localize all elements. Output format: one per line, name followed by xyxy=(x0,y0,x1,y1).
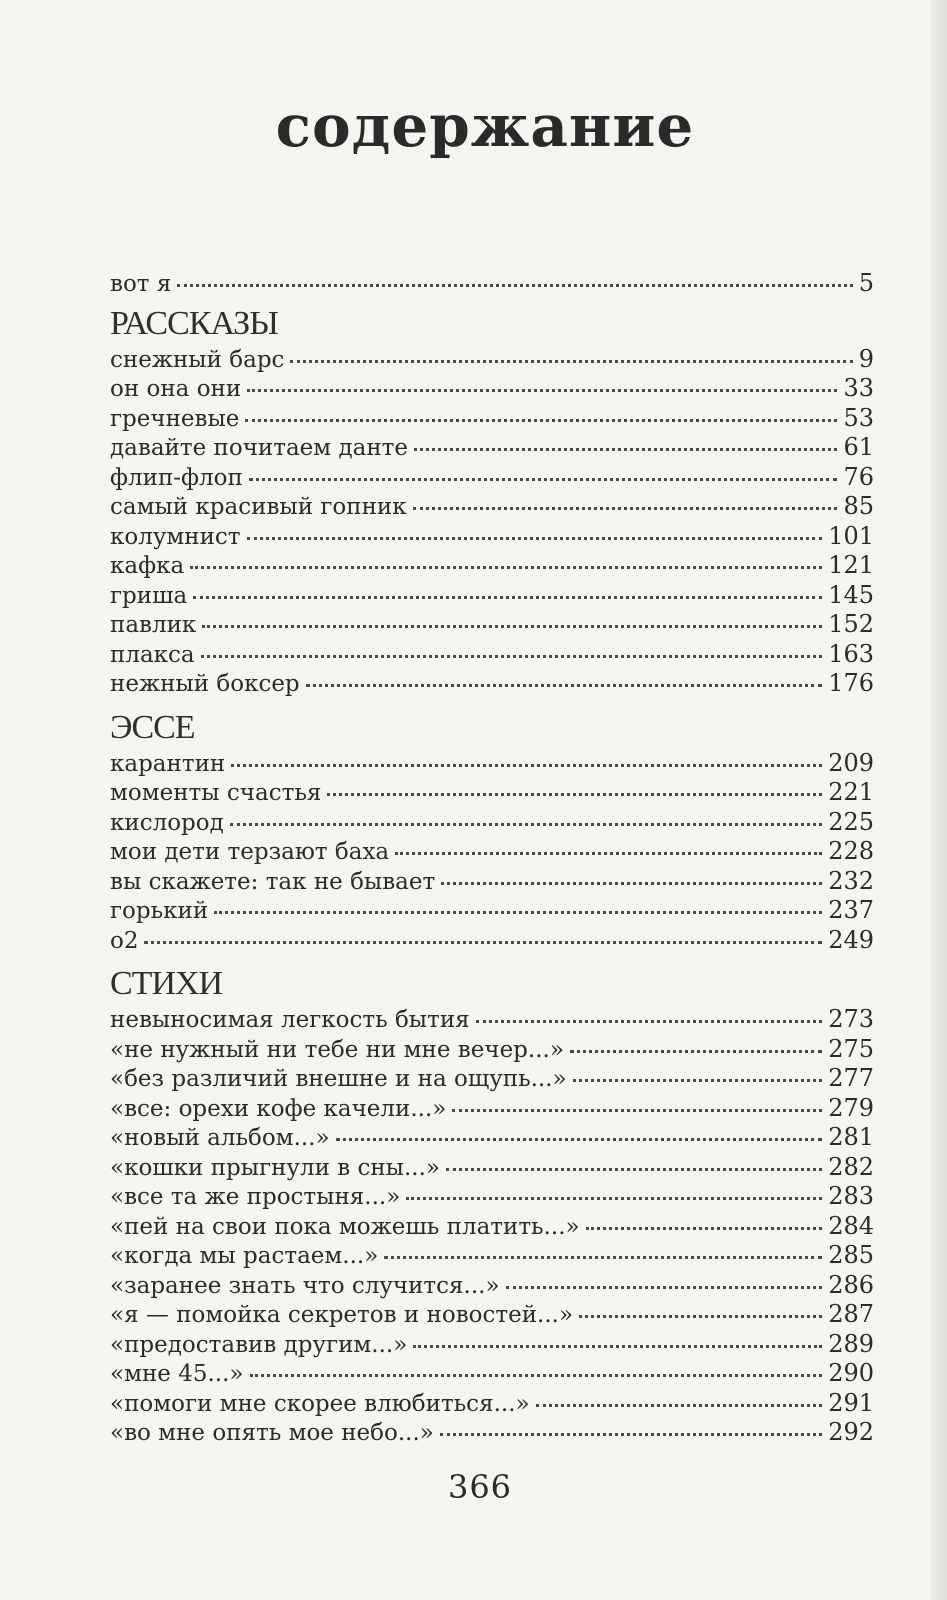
toc-entry-title: павлик xyxy=(110,612,197,638)
toc-entry[interactable] xyxy=(110,463,874,493)
toc-entry-title: флип-флоп xyxy=(110,464,243,491)
dot-leader xyxy=(249,478,838,481)
toc-entry-title: «заранее знать что случится...» xyxy=(110,1272,500,1299)
toc-entry-title: плакса xyxy=(110,641,195,668)
toc-entry-page: 282 xyxy=(828,1152,874,1181)
toc-entry[interactable] xyxy=(110,808,874,838)
dot-leader xyxy=(201,655,823,658)
toc-entry-title: «я — помойка секретов и новостей...» xyxy=(110,1302,574,1328)
dot-leader xyxy=(177,284,852,287)
toc-entry[interactable] xyxy=(110,374,874,404)
page-edge xyxy=(931,0,947,1600)
toc-entry-title: невыносимая легкость бытия xyxy=(110,1007,470,1033)
toc-entry-title: колумнист xyxy=(110,523,241,550)
toc-entry[interactable] xyxy=(110,610,874,640)
toc-entry-title: моменты счастья xyxy=(110,780,322,806)
dot-leader xyxy=(144,941,822,944)
toc-entry-page: 289 xyxy=(828,1329,874,1358)
dot-leader xyxy=(573,1079,823,1082)
toc-entry[interactable] xyxy=(110,1064,874,1094)
toc-entry-title: «пей на свои пока можешь платить...» xyxy=(110,1213,580,1240)
toc-entry[interactable] xyxy=(110,1241,874,1271)
section-heading: СТИХИ xyxy=(110,965,223,1002)
toc-entry[interactable] xyxy=(110,1123,874,1153)
toc-entry[interactable] xyxy=(110,896,874,926)
page-title: содержание xyxy=(275,92,695,160)
toc-entry[interactable] xyxy=(110,926,874,956)
toc-entry-title: «все: орехи кофе качели...» xyxy=(110,1095,447,1122)
toc-entry-title: «без различий внешне и на ощупь...» xyxy=(110,1066,567,1092)
toc-entry[interactable] xyxy=(110,837,874,867)
toc-entry[interactable] xyxy=(110,1389,874,1419)
toc-entry-title: «не нужный ни тебе ни мне вечер...» xyxy=(110,1036,564,1063)
toc-entry-page: 101 xyxy=(828,521,874,550)
toc-entry-title: «новый альбом...» xyxy=(110,1125,330,1151)
toc-entry-page: 249 xyxy=(828,925,874,954)
toc-entry-title: «когда мы растаем...» xyxy=(110,1243,379,1269)
toc-entry[interactable] xyxy=(110,867,874,897)
toc-entry[interactable] xyxy=(110,1153,874,1183)
toc-entry[interactable] xyxy=(110,1271,874,1301)
toc-entry-title: гриша xyxy=(110,582,188,609)
toc-entry-title: кислород xyxy=(110,809,224,836)
dot-leader xyxy=(306,684,823,687)
section-heading: РАССКАЗЫ xyxy=(110,304,278,342)
toc-entry-page: 286 xyxy=(828,1270,874,1299)
toc-entry[interactable] xyxy=(110,749,874,779)
toc-entry[interactable] xyxy=(110,522,874,552)
toc-entry-page: 152 xyxy=(828,610,874,638)
toc-entry-page: 121 xyxy=(828,551,874,579)
toc-entry-title: карантин xyxy=(110,750,226,777)
toc-entry[interactable] xyxy=(110,1212,874,1242)
section-heading: ЭССЕ xyxy=(110,708,195,746)
toc-entry-page: 287 xyxy=(828,1300,874,1328)
dot-leader xyxy=(230,823,822,826)
dot-leader xyxy=(395,852,822,855)
toc-entry[interactable] xyxy=(110,581,874,611)
toc-entry-page: 85 xyxy=(843,492,874,520)
dot-leader xyxy=(579,1315,822,1318)
toc-entry-title: «мне 45...» xyxy=(110,1361,244,1387)
toc-entry[interactable] xyxy=(110,551,874,581)
dot-leader xyxy=(190,566,822,569)
dot-leader xyxy=(202,625,822,628)
dot-leader xyxy=(440,1433,822,1436)
toc-entry[interactable] xyxy=(110,1035,874,1065)
toc-entry[interactable] xyxy=(110,1330,874,1360)
dot-leader xyxy=(231,764,822,767)
toc-entry[interactable] xyxy=(110,404,874,434)
toc-entry[interactable] xyxy=(110,1182,874,1212)
toc-entry-page: 277 xyxy=(828,1064,874,1092)
toc-entry-page: 221 xyxy=(828,778,874,806)
toc-entry-page: 61 xyxy=(843,433,874,461)
toc-entry-page: 290 xyxy=(828,1359,874,1387)
toc-entry-page: 284 xyxy=(828,1211,874,1240)
dot-leader xyxy=(452,1109,822,1112)
toc-entry-title: кафка xyxy=(110,553,185,579)
toc-entry-page: 291 xyxy=(828,1388,874,1417)
dot-leader xyxy=(406,1197,822,1200)
toc-entry[interactable] xyxy=(110,1359,874,1389)
toc-entry-page: 273 xyxy=(828,1005,874,1033)
toc-entry-title: самый красивый гопник xyxy=(110,494,407,520)
toc-entry[interactable] xyxy=(110,778,874,808)
dot-leader xyxy=(247,537,823,540)
dot-leader xyxy=(586,1227,823,1230)
toc-entry-title: вот я xyxy=(110,271,172,297)
toc-entry[interactable] xyxy=(110,433,874,463)
table-of-contents xyxy=(110,269,874,1448)
dot-leader xyxy=(414,448,837,451)
dot-leader xyxy=(441,882,822,885)
toc-entry[interactable] xyxy=(110,1418,874,1448)
toc-entry-title: он она они xyxy=(110,376,242,402)
dot-leader xyxy=(384,1256,822,1259)
toc-entry-page: 237 xyxy=(828,896,874,924)
toc-entry-intro[interactable] xyxy=(110,269,874,299)
toc-entry-page: 163 xyxy=(828,639,874,668)
toc-sections xyxy=(110,303,874,1448)
toc-entry-title: гречневые xyxy=(110,405,240,432)
dot-leader xyxy=(476,1020,823,1023)
toc-entry-page: 232 xyxy=(828,866,874,895)
section-gap xyxy=(110,955,874,959)
dot-leader xyxy=(250,1374,823,1377)
toc-entry-page: 209 xyxy=(828,748,874,777)
dot-leader xyxy=(413,507,838,510)
dot-leader xyxy=(446,1168,822,1171)
toc-entry[interactable] xyxy=(110,1005,874,1035)
dot-leader xyxy=(214,911,822,914)
toc-entry-page: 53 xyxy=(843,403,874,432)
toc-entry-title: «предоставив другим...» xyxy=(110,1331,408,1358)
toc-entry-title: «все та же простыня...» xyxy=(110,1184,401,1210)
toc-entry-page: 283 xyxy=(828,1182,874,1210)
toc-entry-page: 279 xyxy=(828,1093,874,1122)
toc-entry-title: мои дети терзают баха xyxy=(110,839,390,865)
toc-entry[interactable] xyxy=(110,640,874,670)
toc-entry-page: 76 xyxy=(843,462,874,491)
dot-leader xyxy=(336,1138,823,1141)
toc-entry[interactable] xyxy=(110,492,874,522)
toc-entry-title: нежный боксер xyxy=(110,671,300,697)
toc-entry-title: о2 xyxy=(110,927,139,954)
dot-leader xyxy=(506,1286,823,1289)
toc-entry-title: «во мне опять мое небо...» xyxy=(110,1420,434,1446)
dot-leader xyxy=(536,1404,823,1407)
dot-leader xyxy=(245,419,837,422)
toc-entry-page: 292 xyxy=(828,1418,874,1446)
dot-leader xyxy=(327,793,822,796)
dot-leader xyxy=(247,389,837,392)
dot-leader xyxy=(570,1050,822,1053)
page-number: 366 xyxy=(447,1468,513,1506)
toc-entry-page: 9 xyxy=(858,344,874,373)
toc-entry-title: «помоги мне скорее влюбиться...» xyxy=(110,1390,530,1417)
toc-entry[interactable] xyxy=(110,669,874,699)
toc-entry-page: 275 xyxy=(828,1034,874,1063)
dot-leader xyxy=(290,360,852,363)
toc-entry-page: 176 xyxy=(828,669,874,697)
toc-entry[interactable] xyxy=(110,1094,874,1124)
toc-entry-page: 225 xyxy=(828,807,874,836)
toc-entry-page: 145 xyxy=(828,580,874,609)
toc-entry-title: «кошки прыгнули в сны...» xyxy=(110,1154,440,1181)
toc-entry-page: 285 xyxy=(828,1241,874,1269)
dot-leader xyxy=(413,1345,822,1348)
toc-entry-title: вы скажете: так не бывает xyxy=(110,868,436,895)
toc-entry-page: 5 xyxy=(858,269,874,297)
toc-entry-title: снежный барс xyxy=(110,346,285,373)
toc-entry-page: 281 xyxy=(828,1123,874,1151)
toc-entry-title: горький xyxy=(110,898,209,924)
toc-entry-page: 228 xyxy=(828,837,874,865)
toc-entry-page: 33 xyxy=(843,374,874,402)
toc-entry[interactable] xyxy=(110,345,874,375)
toc-entry-title: давайте почитаем данте xyxy=(110,435,409,461)
dot-leader xyxy=(193,596,822,599)
toc-entry[interactable] xyxy=(110,1300,874,1330)
